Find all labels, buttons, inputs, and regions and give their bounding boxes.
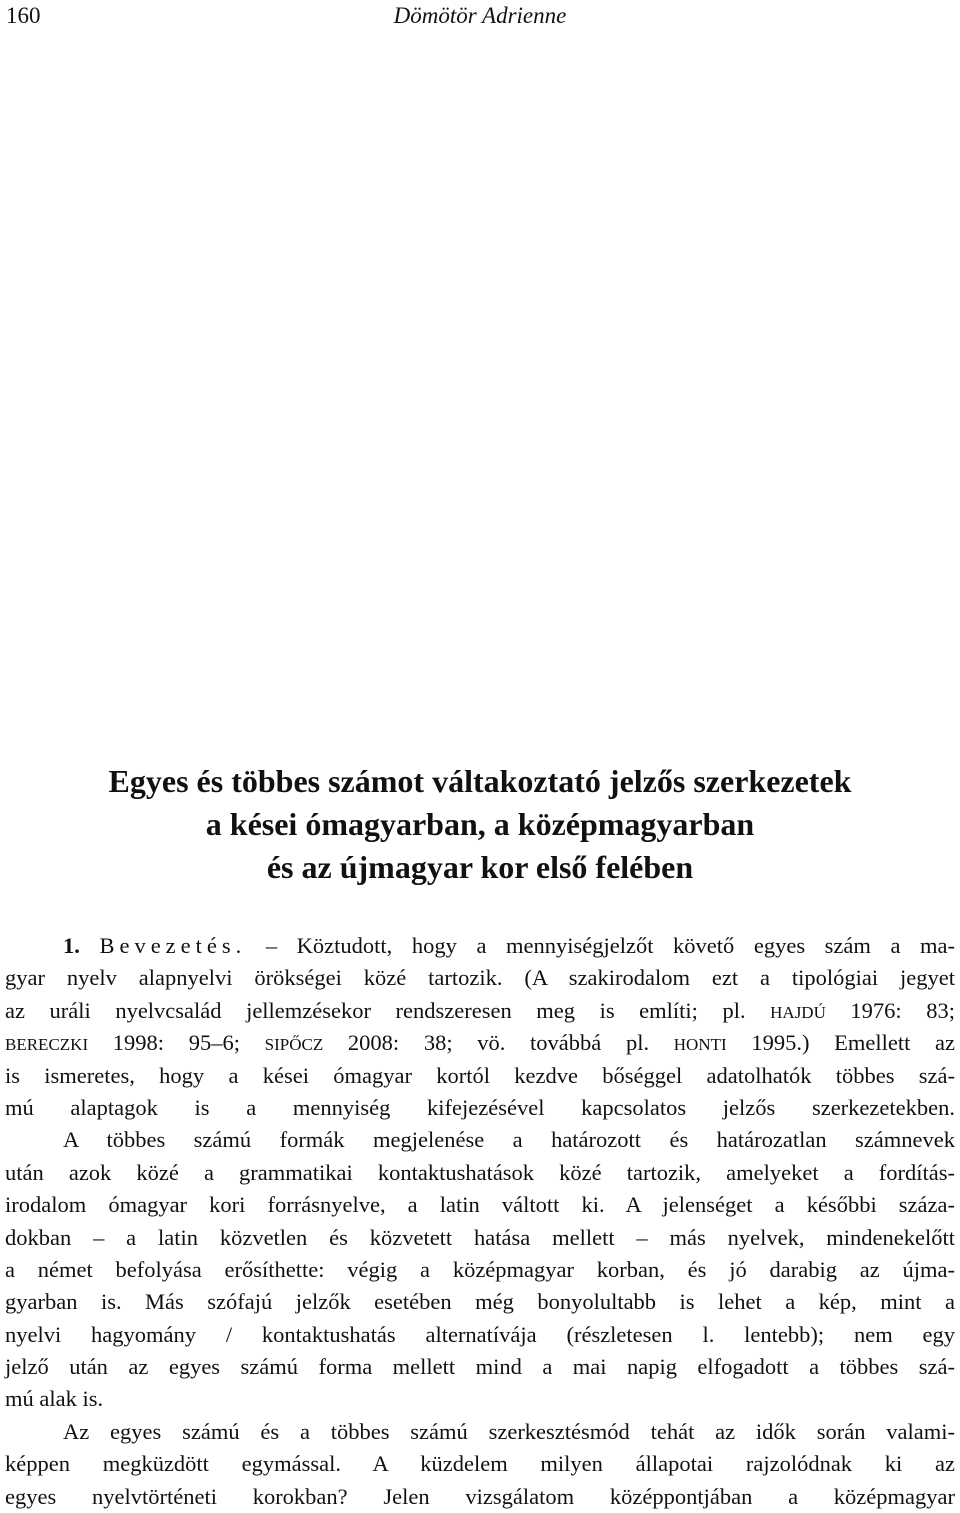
- reference-author: HAJDÚ: [770, 1002, 826, 1022]
- article-title: [0, 760, 960, 889]
- text-line: képpen megküzdött egymással. A küzdelem milyen állapotai rajzolódnak ki az: [5, 1451, 955, 1477]
- text-segment: – Köztudott, hogy a mennyiségjelzőt követő egyes szám a ma-: [246, 933, 955, 958]
- text-line: [5, 995, 955, 1027]
- text-line: nyelvi hagyomány / kontaktushatás alternatívája (részletesen l. lentebb); nem egy: [5, 1321, 955, 1347]
- text-line: mú alaptagok is a mennyiség kifejezésével kapcsolatos jelzős szerkezetekben.: [5, 1094, 955, 1120]
- body-text: [5, 930, 955, 1513]
- section-number: 1.: [63, 933, 80, 958]
- text-segment: az uráli nyelvcsalád jellemzésekor rendszeresen meg is említi; pl.: [5, 997, 746, 1023]
- text-line: után azok közé a grammatikai kontaktushatások közé tartozik, amelyeket a fordítás-: [5, 1159, 955, 1185]
- text-segment: 1976: 83;: [825, 997, 955, 1023]
- text-line: gyar nyelv alapnyelvi örökségei közé tartozik. (A szakirodalom ezt a tipológiai jegyet: [5, 965, 955, 991]
- text-segment: 1998: 95–6;: [88, 1030, 240, 1056]
- text-line: gyarban is. Más szófajú jelzők esetében még bonyolultabb is lehet a kép, mint a: [5, 1289, 955, 1315]
- title-line: a kései ómagyarban, a középmagyarban: [205, 806, 755, 842]
- running-head-author: Dömötör Adrienne: [393, 3, 567, 28]
- text-line: a német befolyása erősíthette: végig a középmagyar korban, és jó darabig az újma-: [5, 1256, 955, 1282]
- text-line: jelző után az egyes számú forma mellett mind a mai napig elfogadott a többes szá-: [5, 1354, 955, 1380]
- text-line: irodalom ómagyar kori forrásnyelve, a latin váltott ki. A jelenséget a későbbi száza-: [5, 1192, 955, 1218]
- reference-author: BERECZKI: [5, 1035, 89, 1055]
- text-line: Az egyes számú és a többes számú szerkesztésmód tehát az idők során valami-: [63, 1418, 955, 1444]
- section-heading: Bevezetés.: [99, 933, 247, 958]
- text-line: egyes nyelvtörténeti korokban? Jelen vizsgálatom középpontjában a középmagyar: [5, 1483, 955, 1509]
- page-header: [0, 0, 960, 40]
- title-line: és az újmagyar kor első felében: [266, 849, 694, 885]
- text-line: A többes számú formák megjelenése a határozott és határozatlan számnevek: [63, 1127, 955, 1153]
- text-segment: 1995.) Emellett az: [726, 1030, 956, 1056]
- reference-author: HONTI: [673, 1035, 727, 1055]
- text-line: [5, 1027, 955, 1059]
- reference-author: SIPŐCZ: [264, 1035, 324, 1055]
- text-line: dokban – a latin közvetlen és közvetett hatása mellett – más nyelvek, mindenekelőtt: [5, 1224, 955, 1250]
- text-line: [5, 930, 955, 962]
- text-line: is ismeretes, hogy a kései ómagyar kortól kezdve bőséggel adatolhatók többes szá-: [5, 1062, 955, 1088]
- text-line: mú alak is.: [5, 1386, 104, 1412]
- page-number: 160: [6, 3, 41, 28]
- text-segment: 2008: 38; vö. továbbá pl.: [323, 1030, 650, 1056]
- title-line: Egyes és többes számot váltakoztató jelzős szerkezetek: [108, 763, 852, 799]
